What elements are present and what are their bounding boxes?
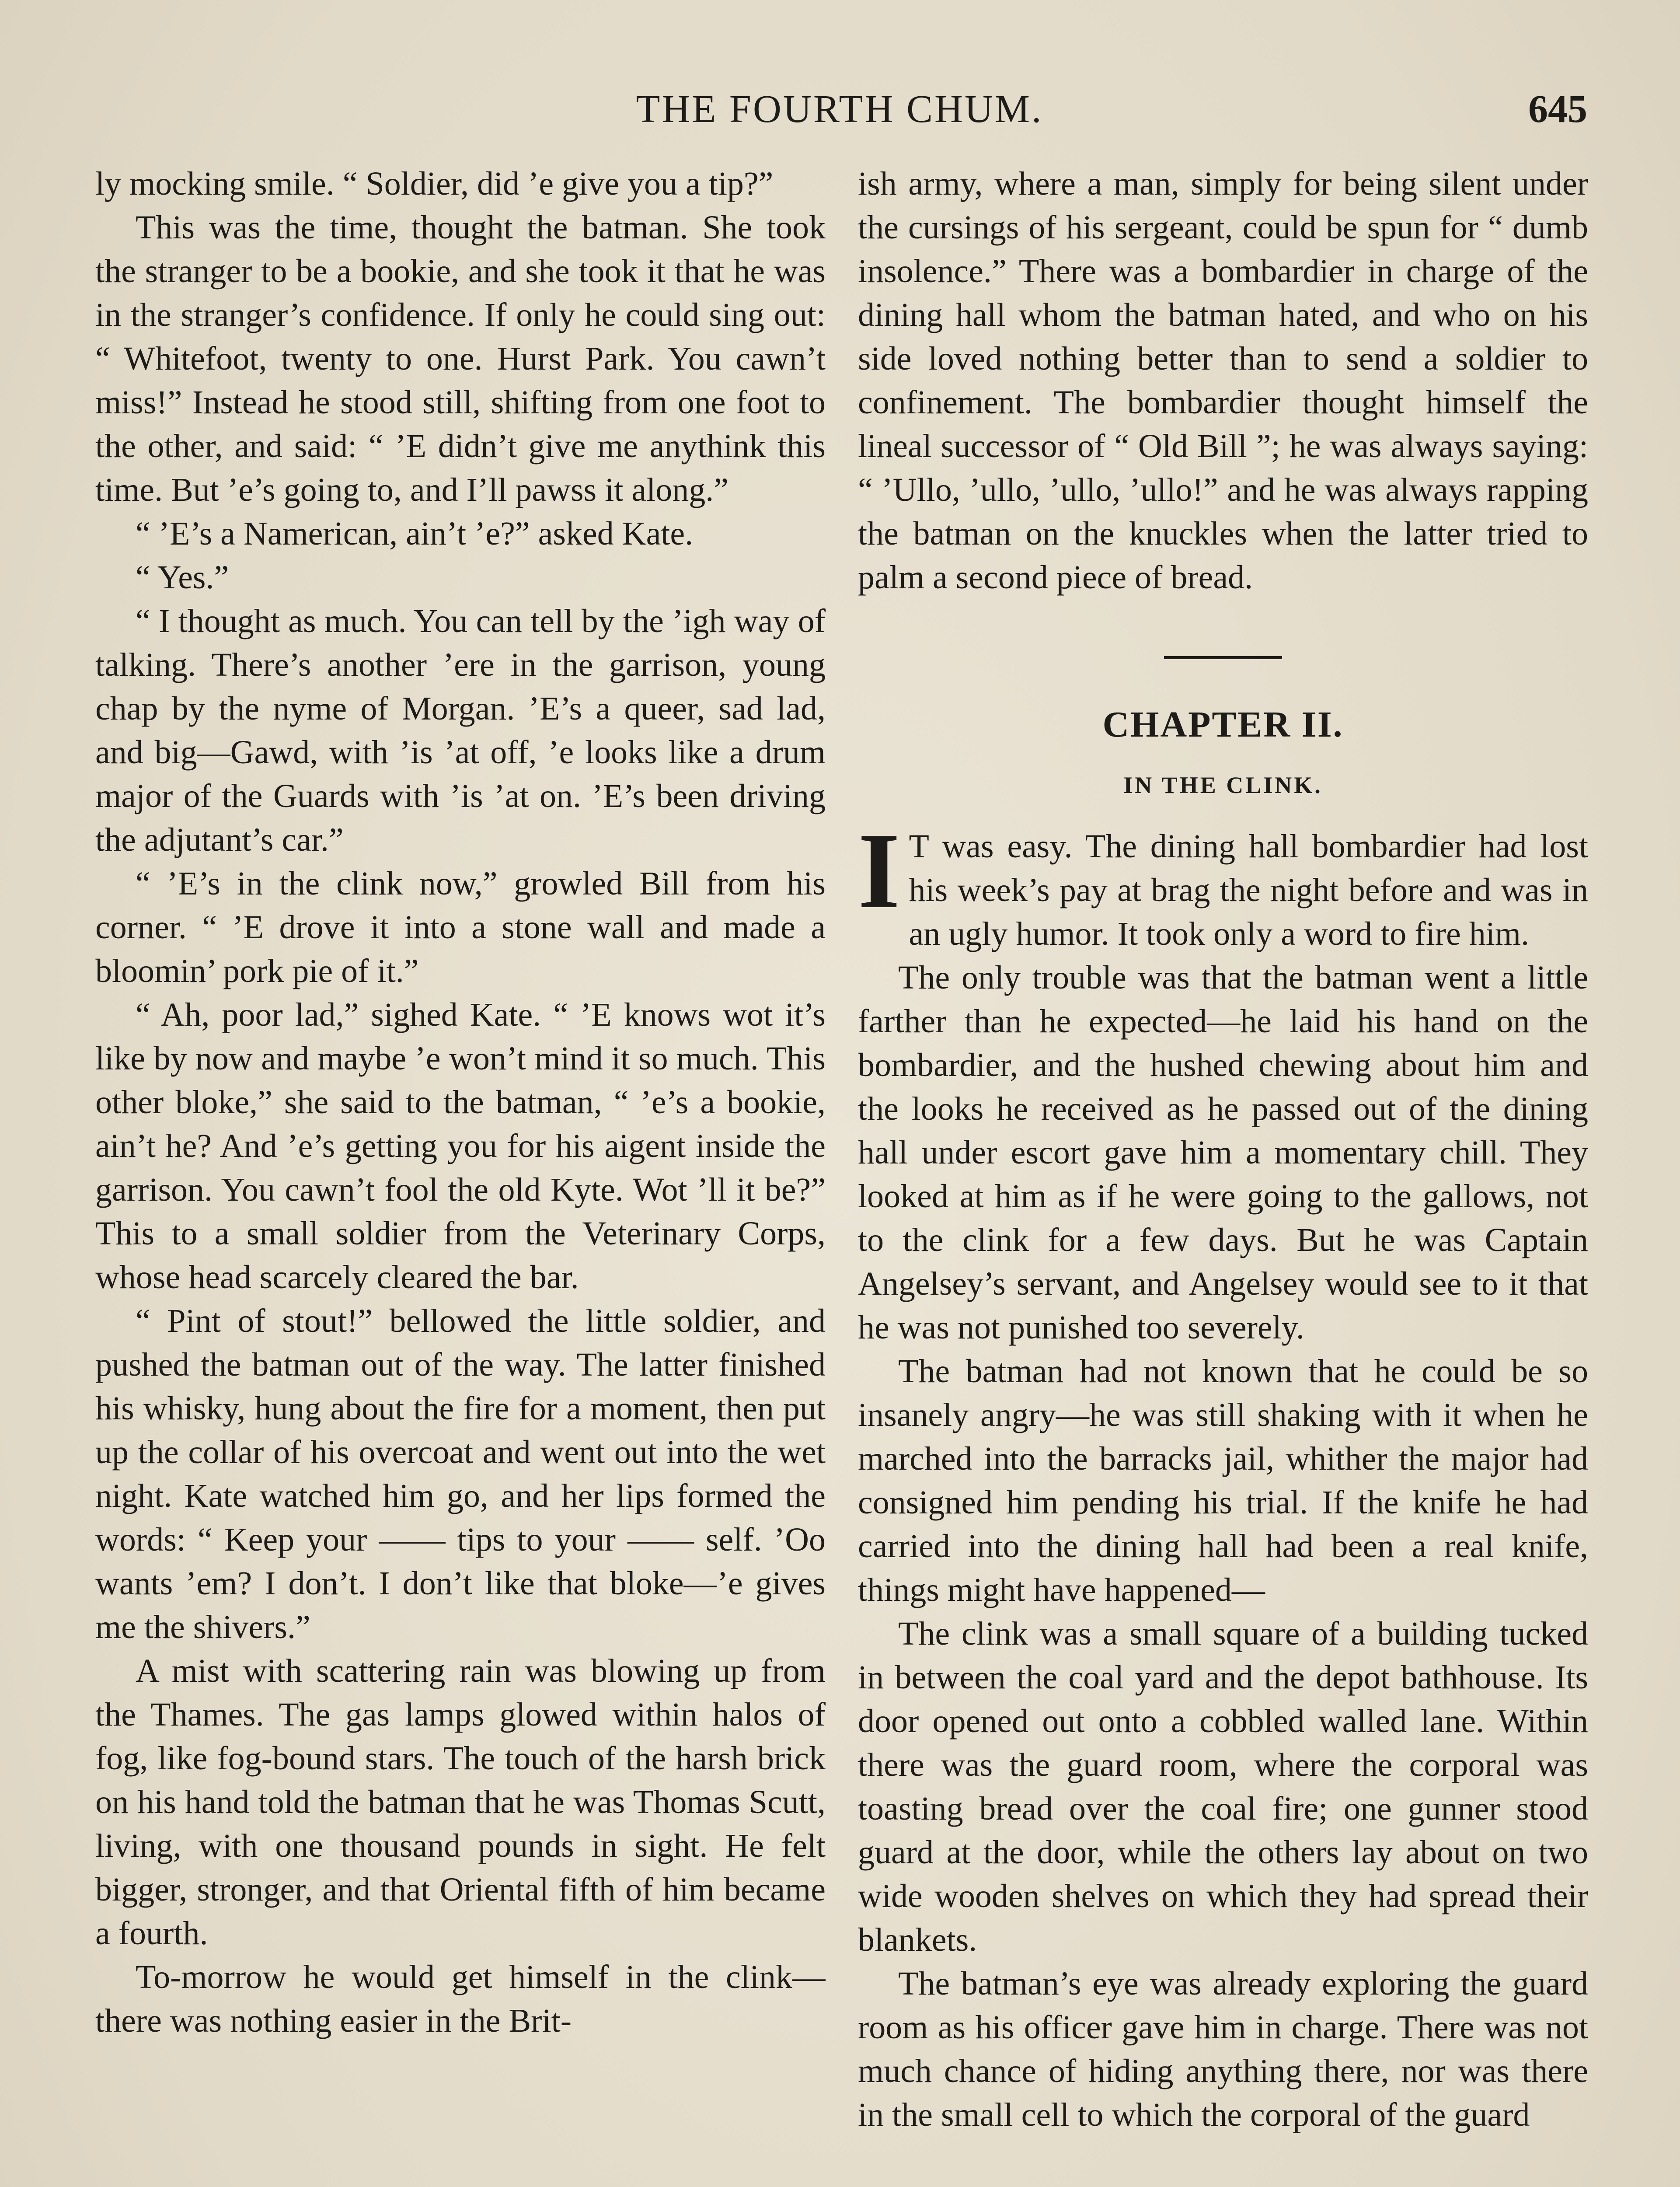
paragraph: “ I thought as much. You can tell by the ’igh way of talking. There’s another ’ere in the garrison, young chap by the nyme of Morgan. ’E’s a queer, sad lad, and big—Gawd, with ’is ’at off, ’e looks like a drum major of the Guards with ’is ’at on. ’E’s been driving the adjutant’s car.” [95,603,826,858]
drop-cap: I [858,811,900,931]
chapter-opening-paragraph [858,811,1588,956]
running-title: THE FOURTH CHUM. [636,87,1043,131]
paragraph: ish army, where a man, simply for being silent under the cursings of his sergeant, could be spun for “ dumb insolence.” There was a bombardier in charge of the dining hall whom the batman hated, and who on his side loved nothing better than to send a soldier to confinement. The bombardier thought himself the lineal successor of “ Old Bill ”; he was always saying: “ ’Ullo, ’ullo, ’ullo, ’ullo!” and he was always rapping the batman on the knuckles when the latter tried to palm a second piece of bread. [858,165,1588,596]
paragraph: The batman had not known that he could be so insanely angry—he was still shaking with it when he marched into the barracks jail, whither the major had consigned him pending his trial. If the knife he had carried into the dining hall had been a real knife, things might have happened— [858,1353,1588,1608]
right-column [858,162,1588,2187]
paragraph: “ Ah, poor lad,” sighed Kate. “ ’E knows wot it’s like by now and maybe ’e won’t mind it so much. This other bloke,” she said to the batman, “ ’e’s a bookie, ain’t he? And ’e’s getting you for his aigent inside the garrison. You cawn’t fool the old Kyte. Wot ’ll it be?” This to a small soldier from the Veterinary Corps, whose head scarcely cleared the bar. [95,996,826,1296]
paragraph: The only trouble was that the batman went a little farther than he expected—he laid his hand on the bombardier, and the hushed chewing about him and the looks he received as he passed out of the dining hall under escort gave him a momentary chill. They looked at him as if he were going to the gallows, not to the clink for a few days. But he was Captain Angelsey’s servant, and Angelsey would see to it that he was not punished too severely. [858,959,1588,1346]
paragraph: The clink was a small square of a building tucked in between the coal yard and the depot bathhouse. Its door opened out onto a cobbled walled lane. Within there was the guard room, where the corporal was toasting bread over the coal fire; one gunner stood guard at the door, while the others lay about on two wide wooden shelves on which they had spread their blankets. [858,1615,1588,1958]
page-header [92,79,1587,140]
section-divider [1164,656,1282,659]
paragraph: ly mocking smile. “ Soldier, did ’e give you a tip?” [95,165,774,202]
page-number: 645 [1528,87,1587,131]
paragraph: “ ’E’s a Namerican, ain’t ’e?” asked Kate. [136,515,694,552]
chapter-subtitle: IN THE CLINK. [1123,772,1323,798]
paragraph: “ ’E’s in the clink now,” growled Bill from his corner. “ ’E drove it into a stone wall and made a bloomin’ pork pie of it.” [95,865,826,989]
chapter-title: CHAPTER II. [1102,704,1344,745]
opening-text: T was easy. The dining hall bombardier had lost his week’s pay at brag the night before and was in an ugly humor. It took only a word to fire him. [909,828,1588,952]
paragraph: A mist with scattering rain was blowing up from the Thames. The gas lamps glowed within halos of fog, like fog-bound stars. The touch of the harsh brick on his hand told the batman that he was Thomas Scutt, living, with one thousand pounds in sight. He felt bigger, stronger, and that Oriental fifth of him became a fourth. [95,1652,826,1952]
paragraph: The batman’s eye was already exploring the guard room as his officer gave him in charge. There was not much chance of hiding anything there, nor was there in the small cell to which the corporal of the guard [858,1965,1588,2133]
paragraph: This was the time, thought the batman. She took the stranger to be a bookie, and she took it that he was in the stranger’s confidence. If only he could sing out: “ Whitefoot, twenty to one. Hurst Park. You cawn’t miss!” Instead he stood still, shifting from one foot to the other, and said: “ ’E didn’t give me anythink this time. But ’e’s going to, and I’ll pawss it along.” [95,209,826,508]
left-column [95,162,826,2187]
paragraph: “ Yes.” [136,559,229,596]
paragraph: To-morrow he would get himself in the clink—there was nothing easier in the Brit- [95,1959,826,2039]
paragraph: “ Pint of stout!” bellowed the little soldier, and pushed the batman out of the way. The latter finished his whisky, hung about the fire for a moment, then put up the collar of his overcoat and went out into the wet night. Kate watched him go, and her lips formed the words: “ Keep your —— tips to your —— self. ’Oo wants ’em? I don’t. I don’t like that bloke—’e gives me the shivers.” [95,1303,826,1645]
